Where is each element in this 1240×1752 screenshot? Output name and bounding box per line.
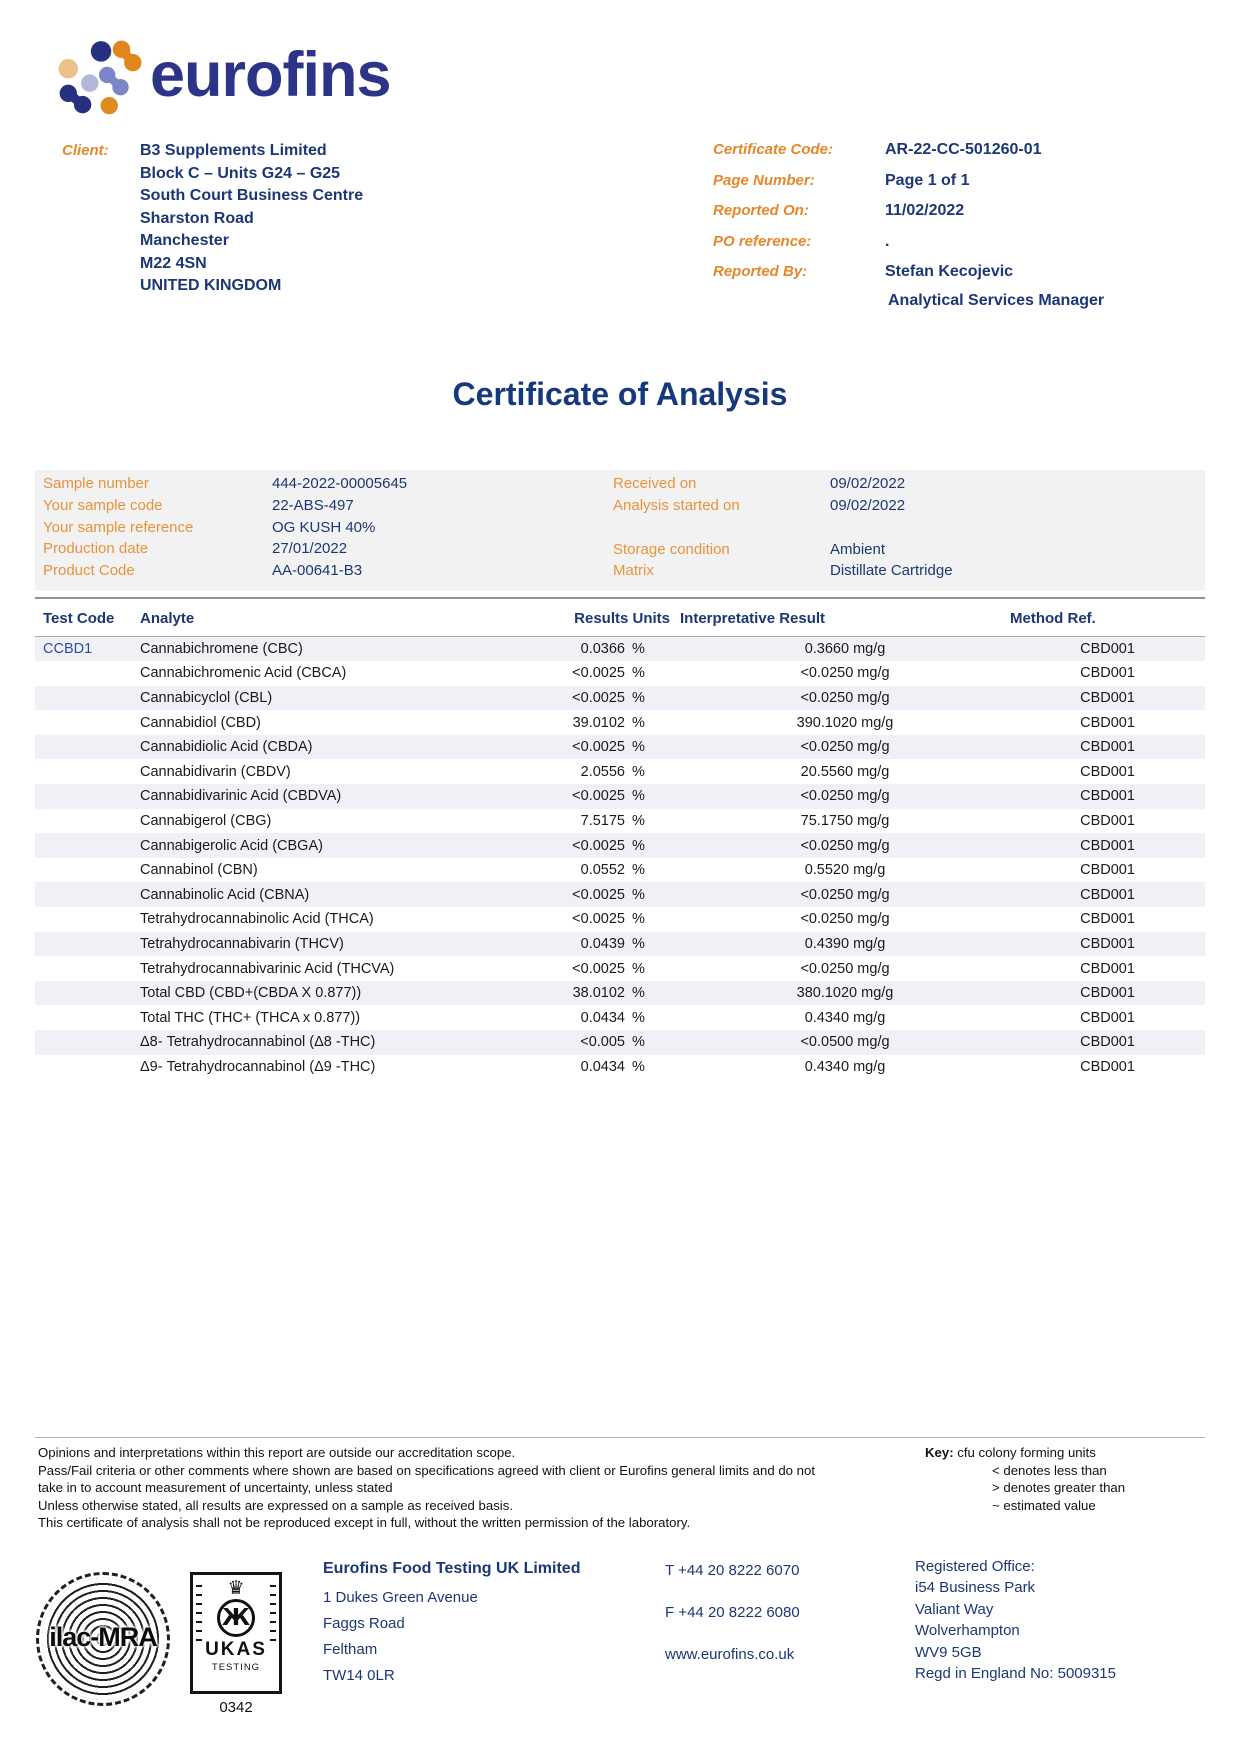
analyte-cell: Tetrahydrocannabivarin (THCV) — [140, 935, 344, 952]
registered-office-line: Registered Office: — [915, 1558, 1035, 1575]
sample-info-row — [613, 562, 953, 584]
disclaimer-line: Unless otherwise stated, all results are expressed on a sample as received basis. — [38, 1497, 513, 1513]
contact-block — [665, 1562, 800, 1663]
footer-divider — [35, 1437, 1205, 1438]
disclaimer-line: This certificate of analysis shall not be reproduced except in full, without the written permission of the laboratory. — [38, 1515, 691, 1531]
method-ref-cell: CBD001 — [1080, 960, 1135, 977]
method-ref-cell: CBD001 — [1080, 714, 1135, 731]
test-code-cell — [35, 809, 140, 834]
result-row — [35, 686, 1205, 711]
analyte-cell: Cannabinolic Acid (CBNA) — [140, 886, 310, 903]
sample-info-label: Product Code — [43, 562, 135, 580]
registered-office-line: Valiant Way — [915, 1600, 994, 1618]
registered-office-line: Regd in England No: 5009315 — [915, 1665, 1116, 1683]
interpretative-cell: 0.4390 mg/g — [804, 935, 886, 952]
result-row — [35, 735, 1205, 760]
test-code-cell — [35, 759, 140, 784]
sample-info-label: Matrix — [613, 562, 654, 580]
interpretative-cell: <0.0500 mg/g — [800, 1034, 890, 1051]
method-ref-cell: CBD001 — [1080, 641, 1135, 658]
analyte-cell: Total CBD (CBD+(CBDA X 0.877)) — [140, 985, 362, 1002]
sample-info-value: Ambient — [830, 540, 886, 558]
test-code-cell — [35, 735, 140, 760]
results-table-header — [35, 598, 1205, 637]
method-ref-cell: CBD001 — [1080, 739, 1135, 756]
method-ref-cell: CBD001 — [1080, 1034, 1135, 1051]
fax-line: F +44 20 8222 6080 — [665, 1604, 800, 1621]
method-ref-cell: CBD001 — [1080, 886, 1135, 903]
test-code-cell — [35, 1030, 140, 1055]
method-ref-cell: CBD001 — [1080, 788, 1135, 805]
interpretative-cell: 75.1750 mg/g — [800, 812, 890, 829]
disclaimer-line: Pass/Fail criteria or other comments where shown are based on specifications agreed with client or Eurofins general limits and do not — [38, 1462, 815, 1478]
reported-by-title: Analytical Services Manager — [888, 292, 1105, 309]
test-code-cell — [35, 661, 140, 686]
result-cell: 0.0366 — [580, 641, 625, 658]
sample-info-value: 09/02/2022 — [830, 496, 906, 514]
company-name: Eurofins Food Testing UK Limited — [323, 1560, 581, 1577]
key-intro: cfu colony forming units — [957, 1445, 1096, 1460]
result-row — [35, 661, 1205, 686]
sample-info-value: 444-2022-00005645 — [272, 475, 408, 492]
test-code-cell — [35, 882, 140, 907]
sample-info-value: OG KUSH 40% — [272, 518, 376, 536]
header-analyte: Analyte — [140, 598, 560, 637]
key-item: < denotes less than — [992, 1462, 1107, 1478]
sample-info-value: AA-00641-B3 — [272, 562, 363, 580]
analyte-cell: Δ8- Tetrahydrocannabinol (Δ8 -THC) — [140, 1034, 376, 1051]
unit-cell: % — [632, 886, 645, 903]
unit-cell: % — [632, 665, 645, 682]
registered-office-block — [915, 1556, 1116, 1684]
key-block — [925, 1444, 1125, 1514]
interpretative-cell: <0.0250 mg/g — [800, 886, 890, 903]
interpretative-cell: <0.0250 mg/g — [800, 960, 890, 977]
result-cell: 7.5175 — [580, 812, 625, 829]
unit-cell: % — [632, 1034, 645, 1051]
result-row — [35, 932, 1205, 957]
key-intro-line — [925, 1444, 1125, 1462]
interpretative-cell: <0.0250 mg/g — [800, 837, 890, 854]
unit-cell: % — [632, 862, 645, 879]
client-address-line: Manchester — [140, 232, 229, 249]
sample-info-right-bottom — [613, 541, 953, 585]
unit-cell: % — [632, 837, 645, 854]
result-cell: 39.0102 — [572, 714, 625, 731]
result-cell: <0.0025 — [572, 739, 625, 756]
sample-info-row — [613, 497, 953, 519]
test-code-cell: CCBD1 — [43, 641, 93, 658]
meta-value: 11/02/2022 — [885, 202, 965, 219]
analyte-cell: Cannabigerolic Acid (CBGA) — [140, 837, 323, 854]
test-code-cell — [35, 1005, 140, 1030]
eurofins-wordmark: eurofins — [150, 39, 391, 110]
key-items — [992, 1462, 1125, 1515]
unit-cell: % — [632, 689, 645, 706]
test-code-cell — [35, 956, 140, 981]
meta-value: Stefan Kecojevic — [885, 263, 1014, 280]
result-cell: <0.0025 — [572, 886, 625, 903]
sample-info-value: Distillate Cartridge — [830, 562, 953, 580]
unit-cell: % — [632, 1058, 645, 1075]
key-label: Key: — [925, 1445, 954, 1460]
analyte-cell: Cannabichromenic Acid (CBCA) — [140, 665, 347, 682]
interpretative-cell: 380.1020 mg/g — [796, 985, 894, 1002]
client-address-line: M22 4SN — [140, 254, 207, 272]
interpretative-cell: 0.5520 mg/g — [804, 862, 886, 879]
meta-label: Certificate Code: — [713, 141, 834, 158]
result-cell: 0.0439 — [580, 935, 625, 952]
client-address — [140, 140, 363, 298]
interpretative-cell: 390.1020 mg/g — [796, 714, 894, 731]
unit-cell: % — [632, 935, 645, 952]
unit-cell: % — [632, 1009, 645, 1026]
interpretative-cell: 20.5560 mg/g — [800, 763, 890, 780]
method-ref-cell: CBD001 — [1080, 1058, 1135, 1075]
result-cell: 0.0434 — [580, 1009, 625, 1026]
client-address-line: South Court Business Centre — [140, 187, 364, 204]
unit-cell: % — [632, 911, 645, 928]
sample-info-value: 09/02/2022 — [830, 475, 906, 492]
sample-info-panel — [35, 470, 1205, 591]
ukas-subtitle: TESTING — [211, 1662, 261, 1673]
analyte-cell: Cannabigerol (CBG) — [140, 812, 272, 829]
meta-label: PO reference: — [713, 232, 812, 250]
analyte-cell: Cannabicyclol (CBL) — [140, 689, 273, 706]
result-cell: 0.0434 — [580, 1058, 625, 1075]
ukas-mark-icon: Ж — [217, 1599, 255, 1637]
sample-info-row — [613, 475, 953, 497]
interpretative-cell: <0.0250 mg/g — [800, 665, 890, 682]
test-code-cell — [35, 686, 140, 711]
sample-info-label: Your sample reference — [43, 518, 194, 536]
interpretative-cell: 0.4340 mg/g — [804, 1009, 886, 1026]
test-code-cell — [35, 1055, 140, 1080]
method-ref-cell: CBD001 — [1080, 935, 1135, 952]
company-address-line: TW14 0LR — [323, 1667, 395, 1684]
result-row — [35, 710, 1205, 735]
ukas-name: UKAS — [205, 1639, 267, 1660]
unit-cell: % — [632, 714, 645, 731]
header-test-code: Test Code — [35, 598, 140, 637]
result-cell: 2.0556 — [580, 763, 625, 780]
sample-info-label: Received on — [613, 475, 697, 492]
key-item: ~ estimated value — [992, 1497, 1096, 1513]
unit-cell: % — [632, 763, 645, 780]
test-code-cell — [35, 710, 140, 735]
registered-office-line: i54 Business Park — [915, 1579, 1036, 1597]
analyte-cell: Δ9- Tetrahydrocannabinol (Δ9 -THC) — [140, 1058, 376, 1075]
meta-value: Page 1 of 1 — [885, 171, 970, 189]
result-cell: <0.0025 — [572, 689, 625, 706]
registered-office-line: WV9 5GB — [915, 1643, 982, 1661]
company-address-block — [323, 1560, 580, 1689]
test-code-cell — [35, 858, 140, 883]
result-cell: <0.005 — [580, 1034, 625, 1051]
sample-info-label: Your sample code — [43, 496, 163, 514]
eurofins-molecule-icon — [56, 38, 142, 118]
result-row — [35, 907, 1205, 932]
sample-info-label: Analysis started on — [613, 496, 740, 514]
meta-row — [713, 263, 1193, 294]
sample-info-value: 27/01/2022 — [272, 540, 348, 558]
result-row — [35, 956, 1205, 981]
method-ref-cell: CBD001 — [1080, 812, 1135, 829]
header-method-ref: Method Ref. — [1010, 598, 1205, 637]
result-cell: <0.0025 — [572, 788, 625, 805]
result-row — [35, 784, 1205, 809]
analyte-cell: Cannabidiol (CBD) — [140, 714, 261, 731]
result-cell: <0.0025 — [572, 960, 625, 977]
interpretative-cell: <0.0250 mg/g — [800, 689, 890, 706]
meta-label: Reported By: — [713, 263, 808, 280]
sample-info-label: Storage condition — [613, 540, 730, 558]
unit-cell: % — [632, 788, 645, 805]
unit-cell: % — [632, 641, 645, 658]
method-ref-cell: CBD001 — [1080, 862, 1135, 879]
phone-line: T +44 20 8222 6070 — [665, 1562, 800, 1579]
result-row — [35, 637, 1205, 662]
meta-label: Reported On: — [713, 202, 809, 219]
sample-info-right-top — [613, 475, 953, 519]
website-link: www.eurofins.co.uk — [665, 1646, 795, 1663]
result-row — [35, 981, 1205, 1006]
test-code-cell — [35, 932, 140, 957]
result-row — [35, 759, 1205, 784]
client-label: Client: — [62, 142, 109, 159]
company-address-line: Feltham — [323, 1641, 378, 1658]
disclaimer-line: Opinions and interpretations within this report are outside our accreditation scope. — [38, 1445, 516, 1460]
crown-icon: ♛ — [227, 1577, 245, 1599]
client-address-line: B3 Supplements Limited — [140, 142, 327, 159]
ukas-testing-logo — [190, 1572, 282, 1694]
eurofins-logo — [56, 38, 391, 118]
sample-info-label: Sample number — [43, 475, 149, 492]
result-row — [35, 858, 1205, 883]
result-cell: 38.0102 — [572, 985, 625, 1002]
method-ref-cell: CBD001 — [1080, 1009, 1135, 1026]
disclaimer-text — [38, 1444, 918, 1532]
meta-value: . — [885, 232, 890, 250]
result-row — [35, 809, 1205, 834]
ilac-mra-label: ilac-MRA — [49, 1622, 157, 1652]
test-code-cell — [35, 907, 140, 932]
method-ref-cell: CBD001 — [1080, 689, 1135, 706]
result-row — [35, 882, 1205, 907]
result-cell: <0.0025 — [572, 665, 625, 682]
interpretative-cell: <0.0250 mg/g — [800, 788, 890, 805]
meta-row — [713, 172, 1193, 203]
certificate-meta — [713, 141, 1193, 294]
header-interpretative-result: Interpretative Result — [680, 598, 1010, 637]
sample-info-label: Production date — [43, 540, 149, 558]
analyte-cell: Tetrahydrocannabinolic Acid (THCA) — [140, 911, 374, 928]
test-code-cell — [35, 784, 140, 809]
unit-cell: % — [632, 960, 645, 977]
interpretative-cell: 0.4340 mg/g — [804, 1058, 886, 1075]
test-code-cell — [35, 833, 140, 858]
test-code-cell — [35, 981, 140, 1006]
results-table — [35, 597, 1205, 1079]
analyte-cell: Cannabinol (CBN) — [140, 862, 258, 879]
analyte-cell: Cannabidivarinic Acid (CBDVA) — [140, 788, 342, 805]
analyte-cell: Cannabidivarin (CBDV) — [140, 763, 291, 780]
unit-cell: % — [632, 812, 645, 829]
method-ref-cell: CBD001 — [1080, 985, 1135, 1002]
sample-info-value: 22-ABS-497 — [272, 496, 354, 514]
result-cell: <0.0025 — [572, 911, 625, 928]
key-item: > denotes greater than — [992, 1480, 1126, 1496]
method-ref-cell: CBD001 — [1080, 665, 1135, 682]
company-address-line: 1 Dukes Green Avenue — [323, 1589, 478, 1606]
page-title: Certificate of Analysis — [452, 376, 788, 412]
unit-cell: % — [632, 739, 645, 756]
analyte-cell: Cannabidiolic Acid (CBDA) — [140, 739, 313, 756]
result-row — [35, 833, 1205, 858]
client-block — [62, 140, 363, 298]
disclaimer-line: take in to account measurement of uncertainty, unless stated — [38, 1480, 393, 1496]
analyte-cell: Tetrahydrocannabivarinic Acid (THCVA) — [140, 960, 395, 977]
meta-value: AR-22-CC-501260-01 — [885, 141, 1042, 158]
analyte-cell: Cannabichromene (CBC) — [140, 641, 303, 658]
ukas-accreditation-number: 0342 — [219, 1699, 253, 1716]
meta-row — [713, 233, 1193, 264]
results-table-body — [35, 637, 1205, 1080]
header-results-units: Results Units — [560, 598, 680, 637]
meta-row — [713, 141, 1193, 172]
company-address — [323, 1585, 580, 1689]
sample-info-right — [613, 475, 953, 584]
unit-cell: % — [632, 985, 645, 1002]
result-row — [35, 1005, 1205, 1030]
analyte-cell: Total THC (THC+ (THCA x 0.877)) — [140, 1009, 361, 1026]
result-cell: <0.0025 — [572, 837, 625, 854]
company-address-line: Faggs Road — [323, 1615, 405, 1632]
interpretative-cell: 0.3660 mg/g — [804, 641, 886, 658]
result-cell: 0.0552 — [580, 862, 625, 879]
client-address-line: UNITED KINGDOM — [140, 277, 282, 294]
ilac-mra-logo — [42, 1578, 164, 1700]
method-ref-cell: CBD001 — [1080, 763, 1135, 780]
meta-label: Page Number: — [713, 171, 815, 189]
sample-info-row — [613, 541, 953, 563]
meta-row — [713, 202, 1193, 233]
interpretative-cell: <0.0250 mg/g — [800, 911, 890, 928]
client-address-line: Block C – Units G24 – G25 — [140, 164, 341, 182]
client-address-line: Sharston Road — [140, 209, 254, 227]
result-row — [35, 1030, 1205, 1055]
method-ref-cell: CBD001 — [1080, 837, 1135, 854]
result-row — [35, 1055, 1205, 1080]
interpretative-cell: <0.0250 mg/g — [800, 739, 890, 756]
method-ref-cell: CBD001 — [1080, 911, 1135, 928]
registered-office-line: Wolverhampton — [915, 1622, 1020, 1640]
